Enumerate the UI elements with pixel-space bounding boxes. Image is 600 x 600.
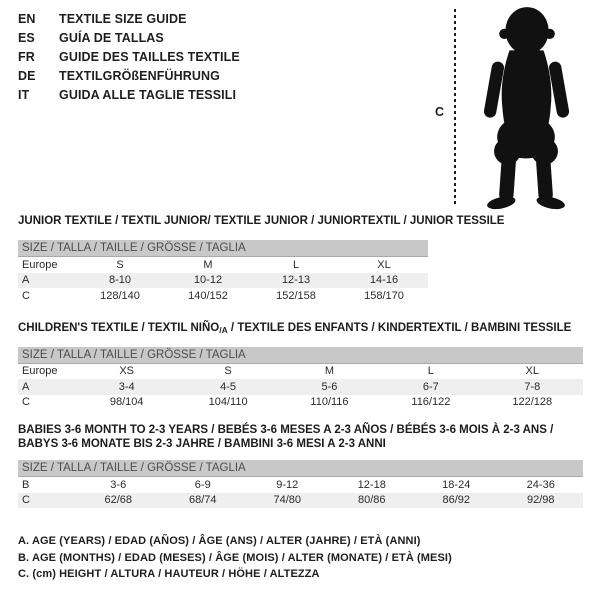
header (0, 0, 600, 207)
size-cell: 7-8 (482, 379, 583, 395)
row-label: C (18, 493, 76, 509)
size-header-band: SIZE / TALLA / TAILLE / GRÖSSE / TAGLIA (18, 347, 583, 364)
size-cell: XL (525, 365, 540, 377)
footnote-c: C. (cm) HEIGHT / ALTURA / HAUTEUR / HÖHE / ALTEZZA (18, 568, 320, 580)
size-cell: 3-6 (110, 478, 127, 491)
language-code: DE (18, 69, 36, 83)
height-measure-line (454, 9, 456, 207)
size-cell: 6-9 (194, 478, 211, 491)
babies-size-table (18, 460, 583, 508)
footnote-b: B. AGE (MONTHS) / EDAD (MESES) / ÂGE (MOIS) / ALTER (MONATE) / ETÀ (MESI) (18, 551, 452, 564)
size-cell: 10-12 (164, 273, 252, 289)
language-title: GUÍA DE TALLAS (59, 31, 164, 45)
size-cell: 12-18 (357, 478, 386, 491)
size-header-band: SIZE / TALLA / TAILLE / GRÖSSE / TAGLIA (18, 240, 428, 257)
language-title: TEXTILE SIZE GUIDE (59, 12, 187, 26)
table-row (18, 257, 428, 273)
section-title (18, 423, 600, 451)
size-cell: 8-10 (76, 273, 164, 289)
size-cell: L (427, 365, 434, 377)
table-row (18, 493, 583, 509)
size-cell: XL (377, 258, 391, 271)
size-cell: 152/158 (276, 289, 316, 302)
size-cell: 110/116 (310, 396, 349, 408)
table-row (18, 379, 583, 395)
title-prefix: CHILDREN'S TEXTILE / TEXTIL NIÑO (18, 321, 220, 334)
table-row (18, 477, 583, 493)
table-row (18, 363, 583, 379)
size-cell: 158/170 (364, 289, 404, 302)
table-row (18, 288, 428, 304)
size-cell: 3-4 (76, 379, 177, 395)
row-label: C (22, 396, 30, 408)
section-childrens-textile (18, 321, 600, 411)
size-cell: 6-7 (380, 379, 481, 395)
title-suffix: / TEXTILE DES ENFANTS / KINDERTEXTIL / BAMBINI TESSILE (227, 321, 572, 334)
size-cell: M (203, 258, 213, 271)
size-cell: L (292, 258, 300, 271)
row-label: A (18, 379, 76, 395)
language-list (18, 10, 240, 105)
section-title: JUNIOR TEXTILE / TEXTIL JUNIOR/ TEXTILE JUNIOR / JUNIORTEXTIL / JUNIOR TESSILE (18, 215, 505, 227)
size-cell: 12-13 (252, 273, 340, 289)
title-line-2: BABYS 3-6 MONATE BIS 2-3 JAHRE / BAMBINI 3-6 MESI A 2-3 ANNI (18, 438, 386, 450)
size-cell: 68/74 (161, 493, 246, 509)
size-cell: 5-6 (279, 379, 380, 395)
row-label: A (18, 273, 76, 289)
size-cell: 140/152 (188, 289, 228, 302)
row-label: C (22, 289, 30, 302)
size-cell: 9-12 (276, 478, 299, 491)
size-cell: 98/104 (109, 396, 144, 408)
size-cell: 116/122 (411, 396, 451, 408)
row-label: B (22, 478, 30, 491)
size-cell: 4-5 (177, 379, 278, 395)
junior-size-table (18, 240, 428, 304)
table-row (18, 395, 583, 411)
language-title: GUIDE DES TAILLES TEXTILE (59, 50, 240, 64)
language-code: ES (18, 31, 35, 45)
size-cell: 80/86 (330, 493, 415, 509)
language-code: FR (18, 50, 35, 64)
size-cell: 122/128 (512, 396, 553, 408)
toddler-silhouette-icon (470, 4, 582, 210)
size-cell: 128/140 (100, 289, 140, 302)
height-measure-label: C (435, 105, 445, 119)
language-code: EN (18, 12, 36, 26)
size-cell: 92/98 (499, 493, 584, 509)
footnotes (18, 533, 600, 583)
size-cell: 104/110 (208, 396, 248, 408)
size-cell: M (324, 365, 335, 377)
size-cell: 24-36 (526, 478, 555, 491)
row-label: Europe (22, 365, 58, 377)
size-cell: 86/92 (414, 493, 499, 509)
size-header-band: SIZE / TALLA / TAILLE / GRÖSSE / TAGLIA (18, 460, 583, 477)
size-cell: 14-16 (340, 273, 428, 289)
section-babies-textile (18, 423, 600, 508)
size-cell: XS (119, 365, 135, 377)
size-cell: 74/80 (245, 493, 330, 509)
language-title: TEXTILGRÖßENFÜHRUNG (59, 69, 220, 83)
title-line-1: BABIES 3-6 MONTH TO 2-3 YEARS / BEBÉS 3-6 MESES A 2-3 AÑOS / BÉBÉS 3-6 MOIS À 2-3 ANS / (18, 424, 554, 436)
footnote-a: A. AGE (YEARS) / EDAD (AÑOS) / ÂGE (ANS) / ALTER (JAHRE) / ETÀ (ANNI) (18, 535, 421, 547)
language-row-fr (18, 48, 240, 67)
section-junior-textile (18, 214, 600, 304)
table-row (18, 273, 428, 289)
size-cell: S (116, 258, 124, 271)
size-cell: S (224, 365, 232, 377)
section-title (18, 321, 600, 335)
language-title: GUIDA ALLE TAGLIE TESSILI (59, 88, 237, 102)
title-subscript: /A (219, 325, 228, 335)
height-measure-figure (435, 4, 595, 210)
size-cell: 18-24 (442, 478, 471, 491)
language-row-de (18, 67, 240, 86)
language-code: IT (18, 88, 30, 102)
language-row-en (18, 10, 240, 29)
size-cell: 62/68 (76, 493, 161, 509)
language-row-it (18, 86, 240, 105)
children-size-table (18, 347, 583, 411)
language-row-es (18, 29, 240, 48)
row-label: Europe (22, 258, 58, 271)
